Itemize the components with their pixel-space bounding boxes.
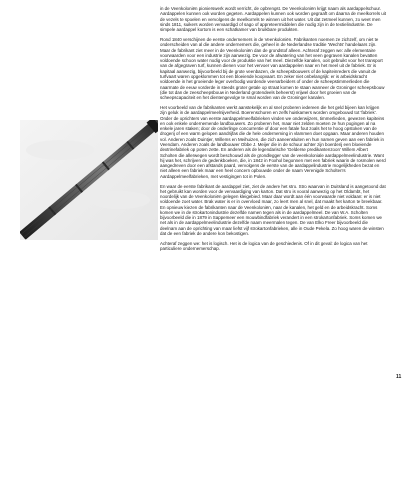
body-text — [160, 6, 386, 256]
chimney-photo — [20, 120, 158, 240]
paragraph: Rond 1840 verschijnen de eerste ondernemers in de Veenkoloniën. Fabrikanten noemen ze zichzelf, om niet te onderscheiden van al die andere ondernemers die, geheel in de Nederlandse traditie 'Wechts' handelaars zijn. Maar de fabrikant ziet meer in de Veenkoloniën dan de grondstof alleen. Achteraf zeggen we: alle elementaire voorwaarden voor een industrie zijn aanwezig. De voor de afwatering van het veen gegraven kanalen bevatten voldoende schoon water nodig voor de produktie van het meel. Diezelfde kanalen, ooit gebruikt voor het transport van de afgegraven turf, kunnen dienen voor het vervoer van aardappelen naar en het meel uit de fabriek. Er is kapitaal aanwezig, bijvoorbeeld bij de grote veenbazen, de scheepsbouwers of de kapiteinreders die vanuit de turfvaart waren opgeklommen tot een bloeiende koopvaart. En zeker niet onbelangrijk: er is arbeidskracht voldoende in het groeiende leger overbodig wordende veenarbeiders of onder de scheepstimmerlieden die naarmate de eeuw vorderde in steeds groter getale op straat komen te staan wanneer de Groninger scheepsbouw (die tot dan de zeescheepsbouw in Nederland grotendeels beheerst) vrijwel door het groeien van de scheepscapaciteit en het dientengevolge te smal worden van de Groninger kanalen. — [160, 37, 385, 101]
paragraph: Het voorbeeld van de fabrikanten werkt aanstekelijk en al snel proberen iedereen die het geld bijeen kan krijgen zijn geluk in de aardappelmeelnijverheid. Boerenschuren en zelfs huiskamers worden omgebouwd tot 'fabriek'. Onder de oprichters van eerste aardappelmeelfabrieken vinden we onderwijzers, timmerlieden, gewezen kapiteins en ook enkele ondernemende landbouwers. Zo proberen het, maar niet zelden moeten ze hun pogingen al na enkele jaren staken; door de onderlinge concurrentie of door een fatale fout zoals het te hoog opstoken van de drogerij of een warm gelopen aandrijfas die de hele onderneming in vlammen doet opgaan. Maar anderen houden vol. Anderen zoals Duintjer, Willems en Meihuizen, die zich aaneensluiten en hun namen geven aan een fabriek in Veendam. Anderen zoals de landbouwer Obbe J. Meijer die in de schuur achter zijn boerderij een bloeiende dextrinefabriek op poten zette. En anderen als de legendarische 'Gelderse predikantenzoon' Willem Albert Scholten die allerwegen wordt beschouwd als de grondlegger van de veenkoloniale aardappelmeelindustrie. Want hij was het, schrijven de gedenkboeken, die, in 1842 in Foxhol begonnen met een fabriek waarin de rosmolen werd aangedreven door een afstands paard, vervolgens de eerste van de aardappelindustrie mogelijkheden bezat en niet alleen een fabriek maar een heel concern opbouwde onder de naam Verenigde Scholten's Aardappelmeelfabrieken, met vestigingen tot in Polen. — [160, 104, 386, 179]
page-number: 11 — [396, 374, 402, 380]
paragraph: Achteraf zeggen we: het is logisch. Het is de logica van de geschiedenis. Of in dit geval: de logica van het particuliere ondernemerschap. — [160, 240, 368, 252]
chimney-illustration — [20, 120, 158, 240]
paragraph: in de Veenkoloniën pionierswerk wordt verricht, de opbrengst. De Veenkoloniën krijgt naam als aardappelschuur. Aardappelen kunnen ook worden gegeten. Aardappelen kunnen ook worden gegraaft om daarna de meelkorrels uit de vezels te spoelen en vervolgens de meelkorrels te winnen uit het water. Uit dat zetmeel kunnen, zo weet men sinds 1811, suikers worden vervaardigd of sago of appreteermiddelen die nodig zijn in de textielindustrie. De simpele aardappel kortom is een schatkamer van bruikbare produkten. — [160, 6, 386, 33]
paragraph: En waar de eerste fabrikant de aardappel ziet, ziet de andere het stro. Stro waarvan in Duitsland is aangetoond dat het gebruikt kan worden voor de vervaardiging van karton. Dat stro is vooral aanwezig op het Oldambt, het noordelijk van de Veenkoloniën gelegen kleigebied. Maar daar wordt aan één voorwaarde niet voldaan: er is niet voldoende zoet water. Brak water is er in overvloed maar, zo leert men al snel, dat maakt het karton te breekbaar. En opnieuw kiezen de fabrikanten naar de Veenkoloniën, naar de kanalen, het geld en de arbeidskracht. Soms komen we in de strokartonindustrie dezelfde namen tegen als in de aardappelmeel. De van W.A. Scholten bijvoorbeeld die in 1879 in Sappemeer een mouwbindfabriek verandert in een strokartonfabriek. Soms komen we net als in de aardappelmeelindustrie dezelfde naam meermalen tegen. De van Elko Freer bijvoorbeeld die deelnam aan de oprichting van maar liefst vijf strokartonfabrieken, alle in Oude Pekela. Zo hoog waren de winsten dat de een fabriek de andere kon bekostigen. — [160, 183, 386, 237]
